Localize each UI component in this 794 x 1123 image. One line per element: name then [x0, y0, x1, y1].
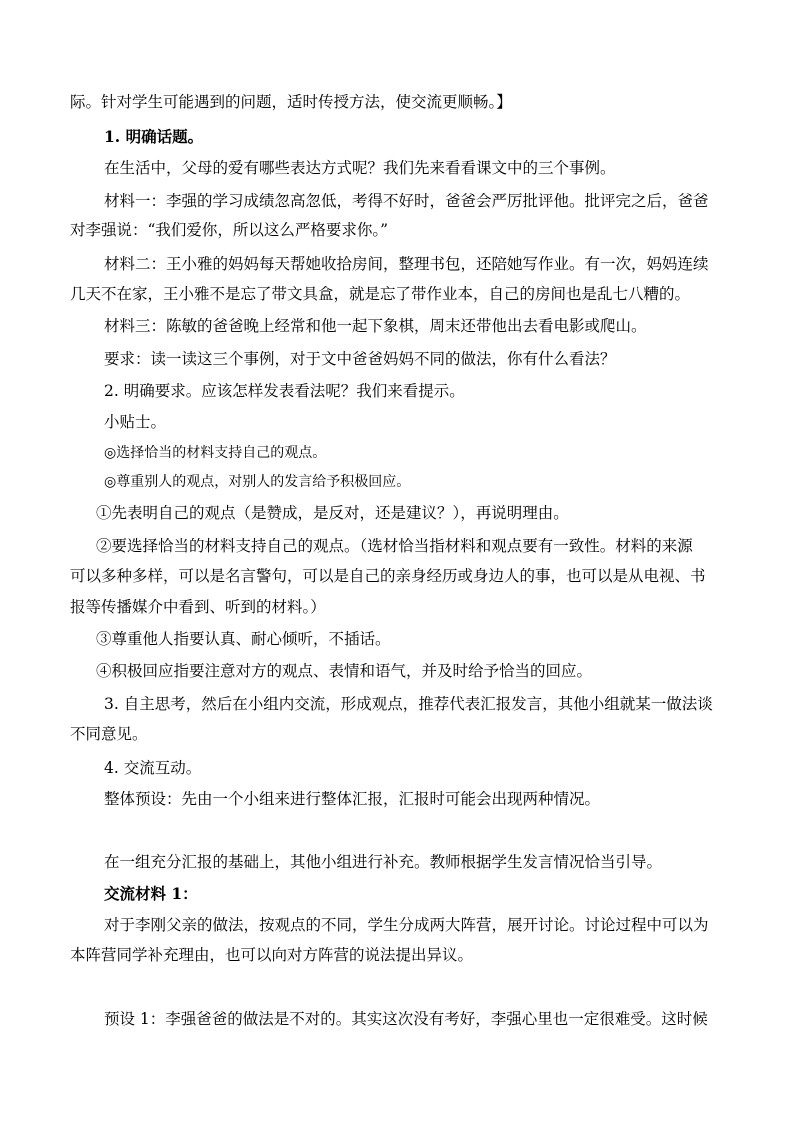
text-line: ①先表明自己的观点（是赞成，是反对，还是建议？），再说明理由。	[96, 504, 569, 522]
text-line: ③尊重他人指要认真、耐心倾听，不插话。	[96, 630, 391, 648]
text-line: 可以多种多样，可以是名言警句，可以是自己的亲身经历或身边人的事，也可以是从电视、书	[70, 567, 706, 585]
text-line: 材料一：李强的学习成绩忽高忽低，考得不好时，爸爸会严厉批评他。批评完之后，爸爸	[104, 192, 709, 210]
text-line: 材料三：陈敏的爸爸晚上经常和他一起下象棋，周末还带他出去看电影或爬山。	[104, 317, 647, 335]
text-line: 报等传播媒介中看到、听到的材料。）	[70, 598, 326, 616]
text-line: ④积极回应指要注意对方的观点、表情和语气，并及时给予恰当的回应。	[96, 662, 593, 680]
text-line: 对李强说：“我们爱你，所以这么严格要求你。”	[70, 221, 389, 239]
text-line: 在生活中，父母的爱有哪些表达方式呢？我们先来看看课文中的三个事例。	[104, 159, 616, 177]
text-line: 不同意见。	[70, 725, 148, 743]
section-heading: 1. 明确话题。	[104, 127, 204, 146]
text-line: 在一组充分汇报的基础上，其他小组进行补充。教师根据学生发言情况恰当引导。	[104, 853, 663, 871]
text-line: 预设 1：李强爸爸的做法是不对的。其实这次没有考好，李强心里也一定很难受。这时候	[104, 1010, 708, 1028]
text-line: 小贴士。	[104, 413, 167, 431]
text-line: 整体预设：先由一个小组来进行整体汇报，汇报时可能会出现两种情况。	[104, 790, 601, 808]
tip-line: ◎选择恰当的材料支持自己的观点。	[104, 445, 327, 461]
text-line: 对于李刚父亲的做法，按观点的不同，学生分成两大阵营，展开讨论。讨论过程中可以为	[104, 916, 709, 934]
text-line: 4. 交流互动。	[104, 759, 202, 777]
text-line: 几天不在家，王小雅不是忘了带文具盒，就是忘了带作业本，自己的房间也是乱七八糟的。	[70, 285, 691, 303]
text-line: 3. 自主思考，然后在小组内交流，形成观点，推荐代表汇报发言，其他小组就某一做法谈	[104, 695, 713, 713]
section-heading: 交流材料 1：	[104, 884, 198, 903]
text-line: 要求：读一读这三个事例，对于文中爸爸妈妈不同的做法，你有什么看法？	[104, 350, 616, 368]
text-line: ②要选择恰当的材料支持自己的观点。（选材恰当指材料和观点要有一致性。材料的来源	[96, 537, 693, 555]
text-line: 2. 明确要求。应该怎样发表看法呢？我们来看提示。	[104, 382, 465, 400]
tip-line: ◎尊重别人的观点，对别人的发言给予积极回应。	[104, 474, 411, 490]
text-line: 际。针对学生可能遇到的问题，适时传授方法，使交流更顺畅。】	[70, 93, 512, 111]
text-line: 本阵营同学补充理由，也可以向对方阵营的说法提出异议。	[70, 946, 474, 964]
text-line: 材料二：王小雅的妈妈每天帮她收拾房间，整理书包，还陪她写作业。有一次，妈妈连续	[104, 255, 709, 273]
